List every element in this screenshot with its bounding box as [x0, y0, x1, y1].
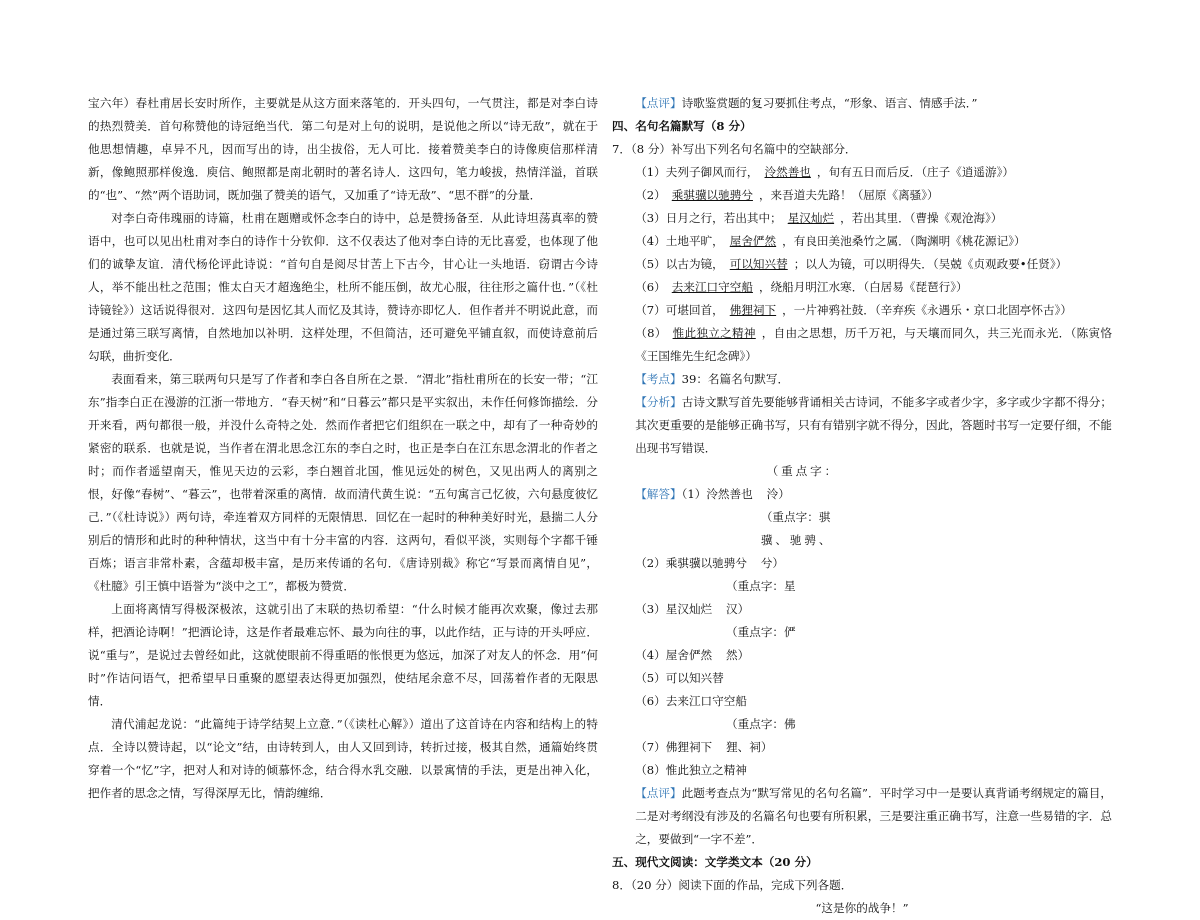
paragraph-5: 清代浦起龙说：“此篇纯于诗学结契上立意．”（《读杜心解》）道出了这首诗在内容和结构上的特点．全诗以赞诗起，以“论文”结，由诗转到人，由人又回到诗，转折过接，极其自然，通篇始终贯穿着一个“忆”字，把对人和对诗的倾慕怀念，结合得水乳交融．以景寓情的手法，更是出神入化，把作者的思念之情，写得深厚无比，情韵缠绵．	[88, 717, 598, 800]
paragraph-3: 表面看来，第三联两句只是写了作者和李白各自所在之景．“渭北”指杜甫所在的长安一带；“江东”指李白正在漫游的江浙一带地方．“春天树”和“日暮云”都只是平实叙出，未作任何修饰描绘．分开来看，两句都很一般，并没什么奇特之处．然而作者把它们组织在一联之中，却有了一种奇妙的紧密的联系．也就是说，当作者在渭北思念江东的李白之时，也正是李白在江东思念渭北的作者之时；而作者遥望南天，惟见天边的云彩，李白翘首北国，惟见远处的树色，又见出两人的离别之恨，好像“春树”、“暮云”，也带着深重的离情．故而清代黄生说：“五句寓言己忆彼，六句悬度彼忆己．”（《杜诗说》）两句诗，牵连着双方同样的无限情思．回忆在一起时的种种美好时光，悬揣二人分别后的情形和此时的种种情状，这当中有十分丰富的内容．这两句，看似平淡，实则每个字都千锤百炼；语言非常朴素，含蕴却极丰富，是历来传诵的名句．《唐诗别裁》称它“写景而离情自见”，《杜臆》引王慎中语誉为“淡中之工”，都极为赞赏．	[88, 372, 598, 593]
answer-line: （6）去来江口守空船	[635, 694, 747, 708]
answer-blank: 泠然善也	[764, 165, 811, 179]
review2-tag: 【点评】	[635, 786, 682, 800]
answer-blank: 屋舍俨然	[729, 234, 777, 248]
answer-blank: 惟此独立之精神	[672, 326, 756, 340]
answer-blank: 佛狸祠下	[729, 303, 777, 317]
fill-item: （8） 惟此独立之精神 ，自由之思想，历千万祀，与天壤而同久，共三光而永光．（陈寅恪《王国维先生纪念碑》）	[635, 326, 1112, 363]
answer-blank: 去来江口守空船	[671, 280, 753, 294]
article-title: “这是你的战争！”	[815, 901, 909, 915]
right-column	[612, 92, 1112, 920]
answer-blank: 乘骐骥以驰骋兮	[671, 188, 753, 202]
paragraph-4: 上面将离情写得极深极浓，这就引出了末联的热切希望：“什么时候才能再次欢聚，像过去那样，把酒论诗啊！”把酒论诗，这是作者最难忘怀、最为向往的事，以此作结，正与诗的开头呼应．说“重与”，是说过去曾经如此，这就使眼前不得重晤的怅恨更为悠远，加深了对友人的怀念．用“何时”作诘问语气，把希望早日重聚的愿望表达得更加强烈，使结尾余意不尽，回荡着作者的无限思情．	[88, 602, 598, 708]
review-tag: 【点评】	[635, 96, 682, 110]
fenxi-note: 【分析】古诗文默写首先要能够背诵相关古诗词，不能多字或者少字，多字或少字都不得分；其次更重要的是能够正确书写，只有有错别字就不得分，因此，答题时书写一定要仔细，不能出现书写错误．	[635, 395, 1112, 455]
fill-item: （3）日月之行，若出其中； 星汉灿烂 ，若出其里．（曹操《观沧海》）	[635, 211, 1003, 225]
left-column	[88, 92, 598, 805]
fill-item: （6） 去来江口守空船 ，绕船月明江水寒．（白居易《琵琶行》）	[635, 280, 968, 294]
paragraph-1: 宝六年）春杜甫居长安时所作，主要就是从这方面来落笔的．开头四句，一气贯注，都是对李白诗的热烈赞美．首句称赞他的诗冠绝当代．第二句是对上句的说明，是说他之所以“诗无敌”，就在于他思想情趣，卓异不凡，因而写出的诗，出尘拔俗，无人可比．接着赞美李白的诗像庾信那样清新，像鲍照那样俊逸．庾信、鲍照都是南北朝时的著名诗人．这四句，笔力峻拔，热情洋溢，首联的“也”、“然”两个语助词，既加强了赞美的语气，又加重了“诗无敌”、“思不群”的分量．	[88, 96, 598, 202]
answer-line: （7）佛狸祠下（重点字：佛狸、祠）	[635, 717, 796, 754]
fill-in-items	[612, 161, 1112, 368]
section-5-title: 五、现代文阅读：文学类文本（20 分）	[612, 855, 818, 869]
fill-item: （7）可堪回首， 佛狸祠下 ，一片神鸦社鼓．（辛弃疾《永遇乐・京口北固亭怀古》）	[635, 303, 1072, 317]
question-8-stem: 8．（20 分）阅读下面的作品，完成下列各题．	[612, 878, 853, 892]
answer-line: （3）星汉灿烂（重点字：星汉）	[635, 579, 796, 616]
paragraph-2: 对李白奇伟瑰丽的诗篇，杜甫在题赠或怀念李白的诗中，总是赞扬备至．从此诗坦荡真率的赞语中，也可以见出杜甫对李白的诗作十分钦仰．这不仅表达了他对李白诗的无比喜爱，也体现了他们的诚挚友谊．清代杨伦评此诗说：“首句自是阅尽甘苦上下古今，甘心让一头地语．窃谓古今诗人，举不能出杜之范围；惟太白天才超逸绝尘，杜所不能压倒，故尤心服，往往形之篇什也．”（《杜诗镜铨》）这话说得很对．这四句是因忆其人而忆及其诗，赞诗亦即忆人．但作者并不明说此意，而是通过第三联写离情，自然地加以补明．这样处理，不但简洁，还可避免平铺直叙，而使诗意前后勾联，曲折变化．	[88, 211, 598, 363]
fenxi-tag: 【分析】	[635, 395, 682, 409]
question-7-stem: 7．（8 分）补写出下列名句名篇中的空缺部分．	[612, 142, 857, 156]
section-4-title: 四、名句名篇默写（8 分）	[612, 119, 752, 133]
fill-item: （2） 乘骐骥以驰骋兮 ，来吾道夫先路！（屈原《离骚》）	[635, 188, 939, 202]
review-text: 诗歌鉴赏题的复习要抓住考点，“形象、语言、情感手法．”	[681, 96, 978, 110]
answer-line: 【解答】（1）泠然善也（重点字：泠）	[635, 464, 837, 501]
jieda-tag: 【解答】	[635, 487, 682, 501]
answer-blank: 星汉灿烂	[787, 211, 835, 225]
answer-line: （8）惟此独立之精神	[635, 763, 747, 777]
kaodian-tag: 【考点】	[635, 372, 682, 386]
answer-line: （5）可以知兴替	[635, 671, 724, 685]
answer-line: （4）屋舍俨然（重点字：俨然）	[635, 625, 796, 662]
answer-line: （2）乘骐骥以驰骋兮（重点字：骐骥、驰骋、兮）	[635, 510, 831, 570]
answer-blank: 可以知兴替	[729, 257, 788, 271]
fill-item: （4）土地平旷， 屋舍俨然 ，有良田美池桑竹之属．（陶渊明《桃花源记》）	[635, 234, 1026, 248]
fill-item: （5）以古为镜， 可以知兴替 ；以人为镜，可以明得失．（吴兢《贞观政要•任贤》）	[635, 257, 1068, 271]
fill-item: （1）夫列子御风而行， 泠然善也 ，旬有五日而后反．（庄子《逍遥游》）	[635, 165, 1014, 179]
review-note-2: 【点评】此题考查点为“默写常见的名句名篇”．平时学习中一是要认真背诵考纲规定的篇目，二是对考纲没有涉及的名篇名句也要有所积累，三是要注重正确书写，注意一些易错的字．总之，要做到“一字不差”．	[635, 786, 1112, 846]
review-note	[612, 92, 1112, 115]
kaodian-note: 【考点】39：名篇名句默写．	[635, 372, 790, 386]
